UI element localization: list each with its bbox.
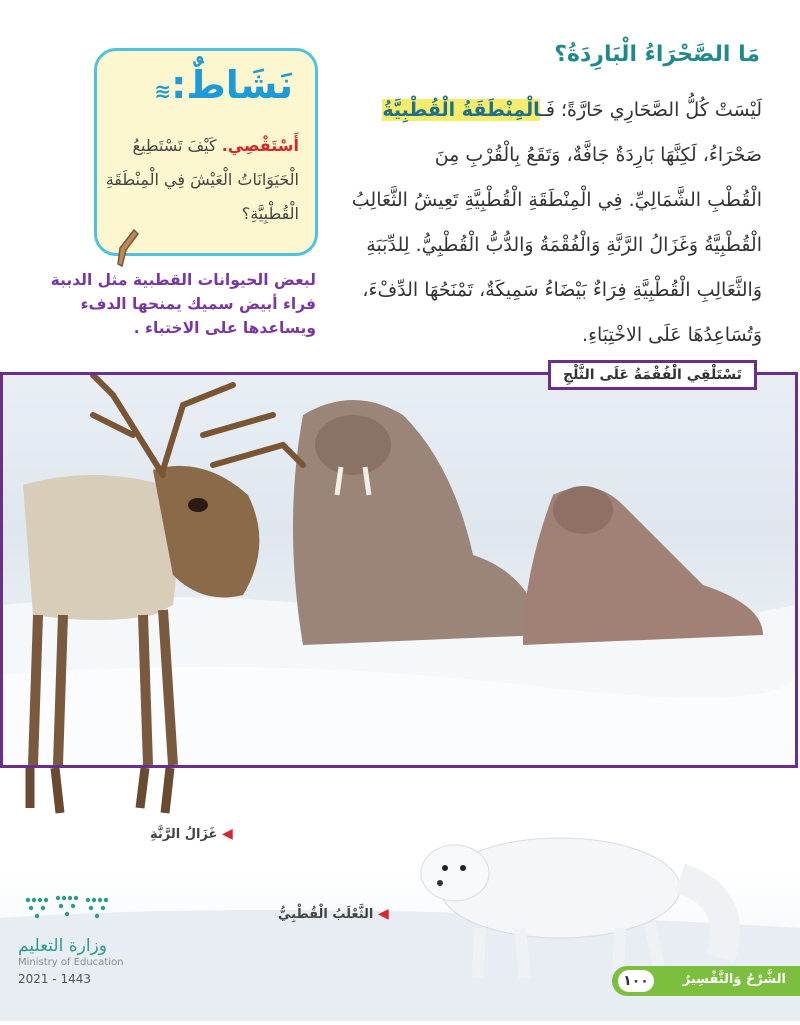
ministry-name-en: Ministry of Education	[18, 957, 124, 968]
activity-title-text: نَشَاطٌ:	[171, 63, 293, 107]
photo-frame	[0, 372, 798, 768]
body-line-3: الْقُطْبِ الشَّمَالِيِّ. فِي الْمِنْطَقَةِ الْقُطْبِيَّةِ تَعِيشُ الثَّعَالِبُ	[351, 189, 762, 211]
reindeer-caption	[150, 826, 233, 842]
fox-caption	[278, 906, 389, 922]
activity-title	[150, 63, 293, 107]
activity-box	[94, 48, 318, 256]
body-line-1	[322, 88, 762, 133]
arctic-photo	[3, 375, 795, 765]
pin-icon	[112, 228, 144, 268]
body-line-2: صَحْرَاءُ، لَكِنَّهَا بَارِدَةٌ جَافَّةٌ، وَتَقَعُ بِالْقُرْبِ مِنَ	[434, 144, 762, 166]
wing-icon: ≋	[154, 79, 172, 103]
ministry-emblem-icon	[18, 890, 118, 930]
section-label: الشَّرْحُ وَالتَّفْسِيرُ	[682, 972, 786, 987]
body-line-1-text: لَيْسَتْ كُلُّ الصَّحَارِي حَارَّةً؛ فَـ	[540, 99, 762, 121]
triangle-pointer-icon: ◀	[221, 826, 233, 842]
highlighted-term: الْمِنْطَقَةُ الْقُطْبِيَّةُ	[382, 99, 541, 121]
body-line-4: الْقُطْبِيَّةُ وَغَزَالُ الرَّنَّةِ وَالْفُقْمَةُ وَالدُّبُّ الْقُطْبِيُّ. لِلدِّبَبَةِ	[366, 234, 762, 256]
triangle-pointer-icon: ◀	[377, 906, 389, 922]
section-heading: مَا الصَّحْرَاءُ الْبَارِدَةُ؟	[554, 42, 760, 67]
body-paragraph	[322, 88, 762, 358]
walrus-caption: تَسْتَلْقِي الْفُقْمَةُ عَلَى الثَّلْجِ	[548, 360, 757, 390]
ministry-name-ar: وزارة التعليم	[18, 936, 107, 956]
body-line-6: وَتُسَاعِدُهَا عَلَى الاخْتِبَاءِ.	[582, 324, 762, 346]
fox-caption-text: الثَّعْلَبُ الْقُطْبِيُّ	[278, 907, 374, 922]
body-line-5: وَالثَّعَالِبِ الْقُطْبِيَّةِ فِرَاءٌ بَيْضَاءُ سَمِيكَةٌ، تَمْنَحُهَا الدِّفْءَ،	[362, 279, 762, 301]
handwritten-answer: لبعض الحيوانات القطبية مثل الدببة فراء أبيض سميك يمنحها الدفء ويساعدها على الاختباء .	[50, 271, 316, 337]
page-number: ١٠٠	[618, 970, 654, 992]
activity-question	[103, 129, 299, 231]
activity-keyword: أَسْتَقْصِي.	[221, 136, 299, 155]
page-footer-tab	[612, 966, 800, 996]
walrus-illustration	[293, 400, 763, 645]
reindeer-caption-text: غَزَالُ الرَّنَّةِ	[150, 827, 218, 842]
edition-year: 2021 - 1443	[18, 972, 92, 986]
ministry-logo	[18, 890, 168, 986]
activity-question-text: كَيْفَ تَسْتَطِيعُ الْحَيَوَانَاتُ الْعَيْشَ فِي الْمِنْطَقَةِ الْقُطْبِيَّةِ؟	[105, 136, 299, 223]
